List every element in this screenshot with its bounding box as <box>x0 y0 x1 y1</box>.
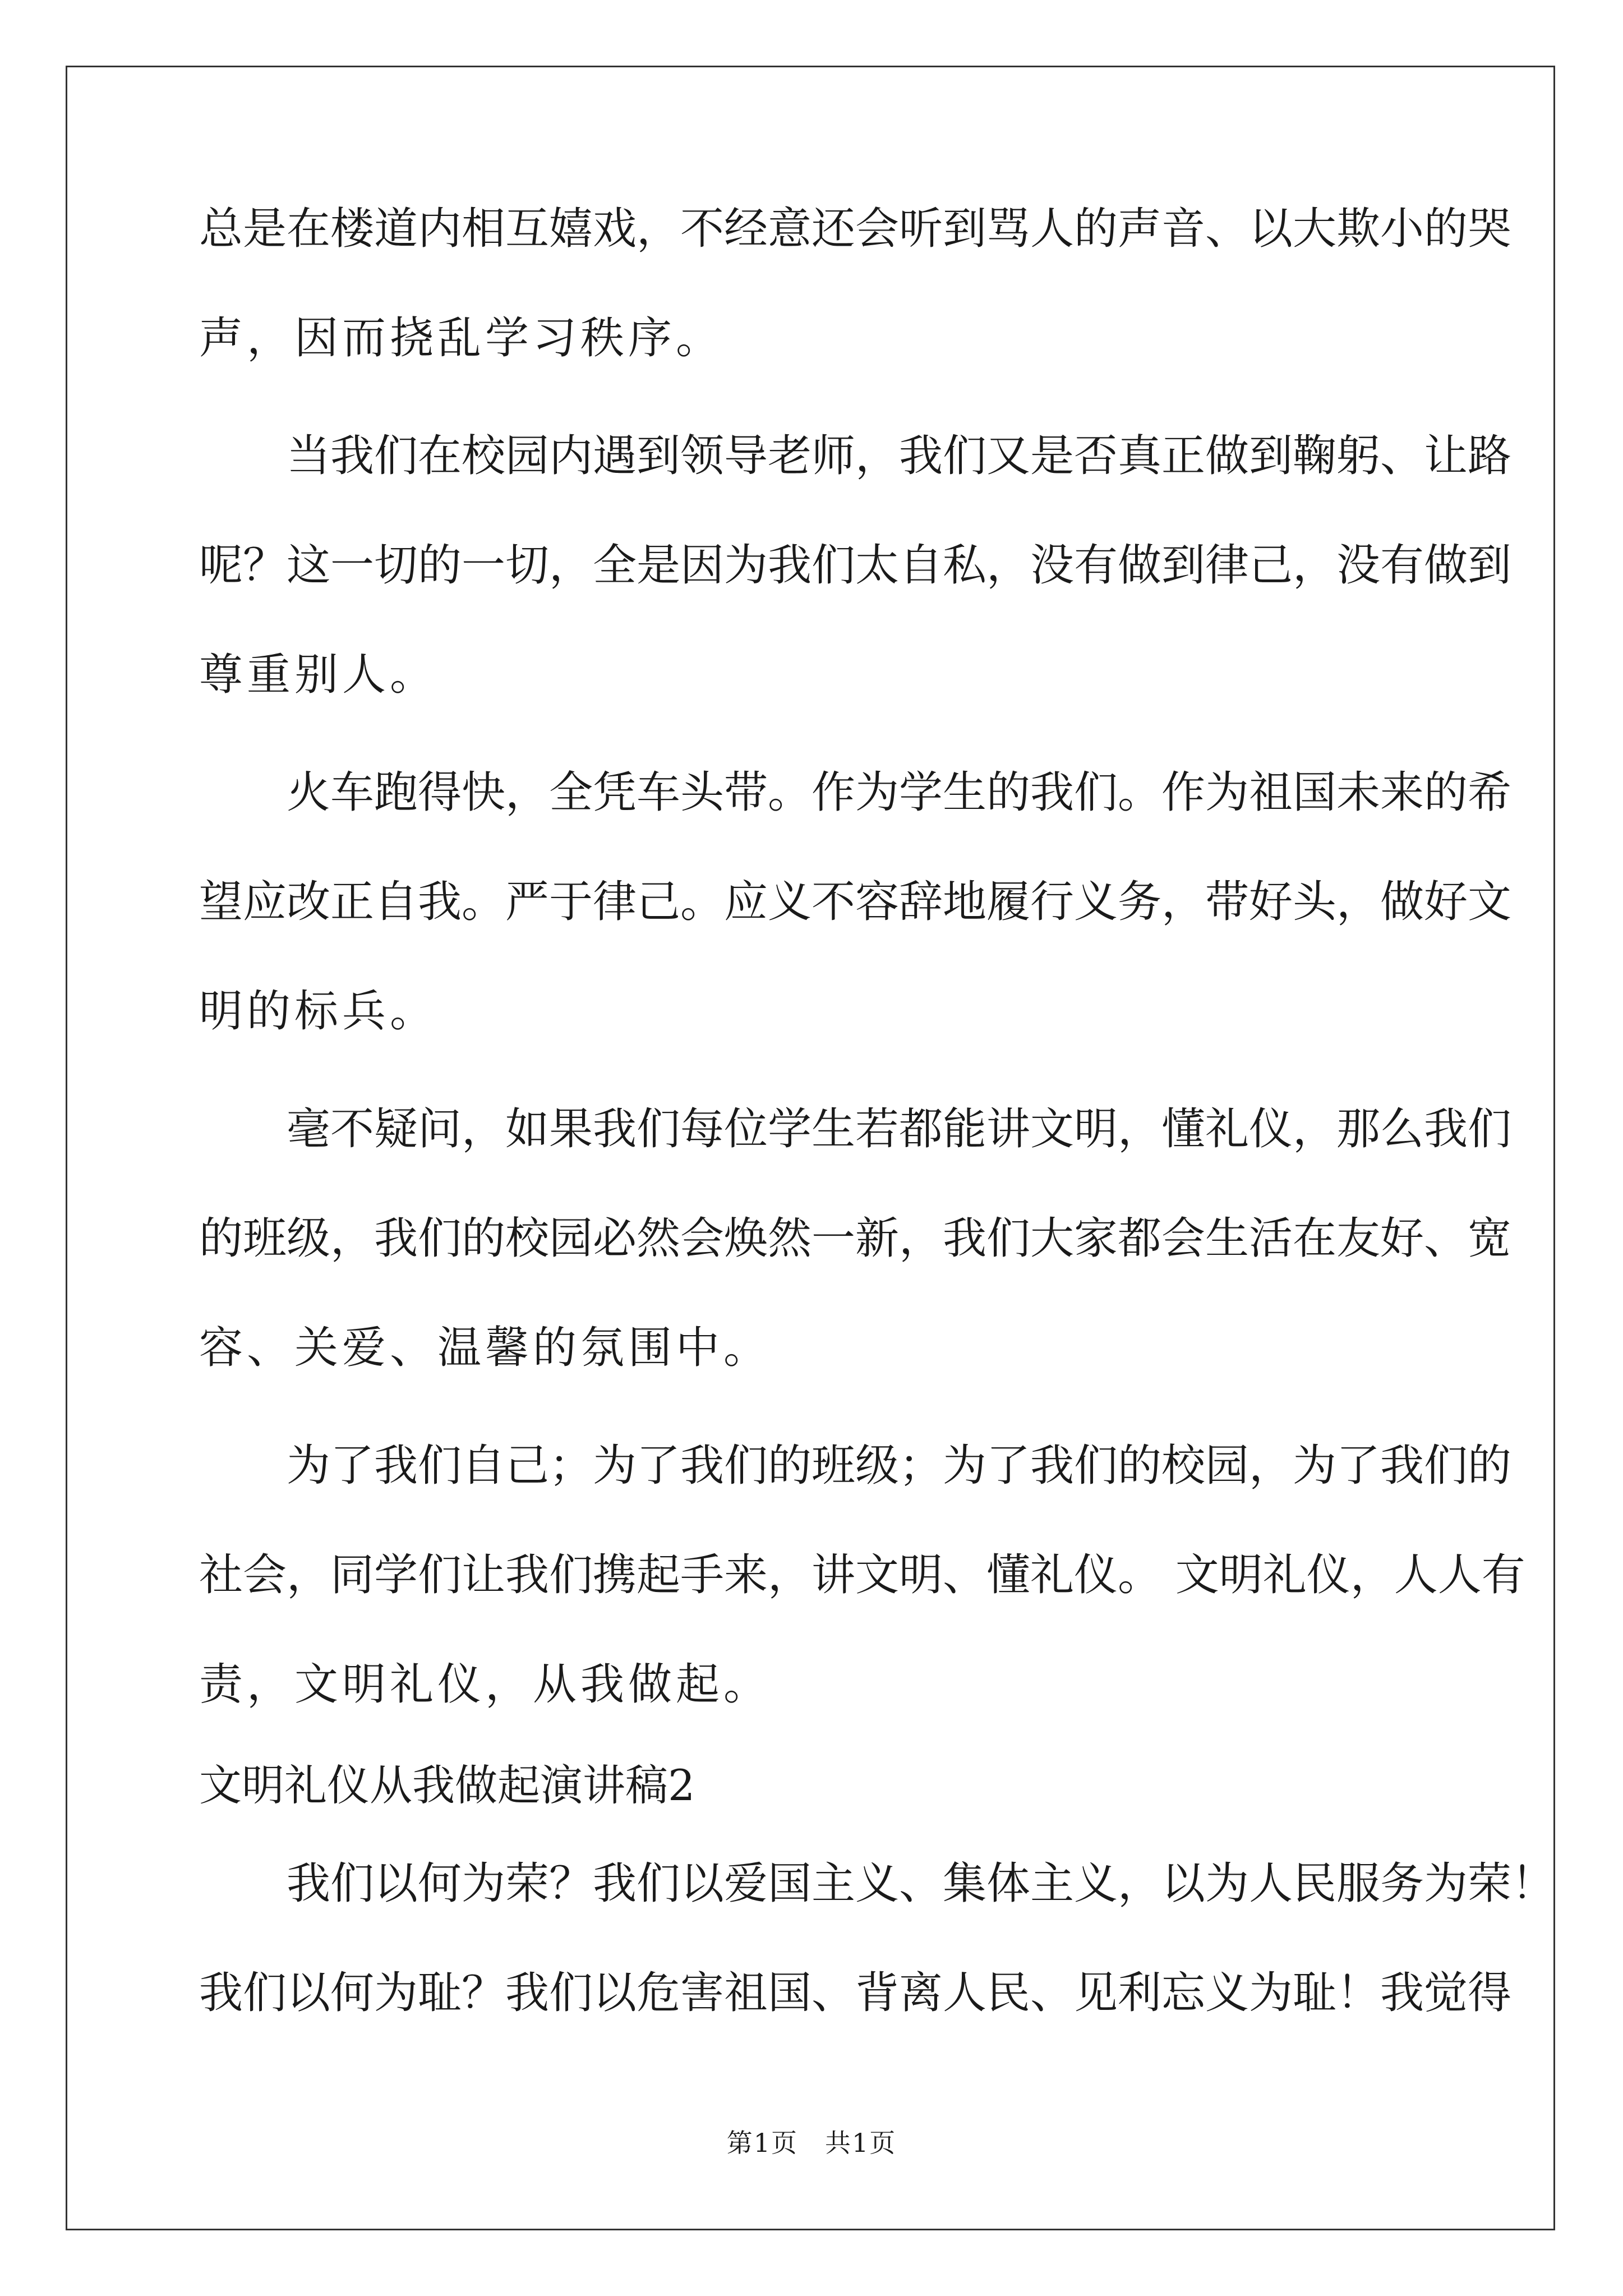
text-line: 火车跑得快，全凭车头带。作为学生的我们。作为祖国未来的希 <box>199 767 1512 818</box>
text-line: 责，文明礼仪，从我做起。 <box>199 1659 772 1710</box>
text-line: 声，因而挠乱学习秩序。 <box>199 313 724 364</box>
text-line: 总是在楼道内相互嬉戏，不经意还会听到骂人的声音、以大欺小的哭 <box>199 204 1512 254</box>
text-line: 容、关爱、温馨的氛围中。 <box>199 1323 772 1373</box>
section-heading: 文明礼仪从我做起演讲稿2 <box>199 1760 695 1810</box>
text-line: 的班级，我们的校园必然会焕然一新，我们大家都会生活在友好、宽 <box>199 1213 1512 1264</box>
text-line: 尊重别人。 <box>199 650 438 700</box>
text-line: 社会，同学们让我们携起手来，讲文明、懂礼仪。 文明礼仪，人人有 <box>199 1550 1525 1600</box>
text-line: 毫不疑问，如果我们每位学生若都能讲文明，懂礼仪，那么我们 <box>199 1104 1512 1154</box>
text-line: 呢？这一切的一切，全是因为我们太自私，没有做到律己，没有做到 <box>199 540 1512 591</box>
text-line: 明的标兵。 <box>199 986 438 1037</box>
text-line: 望应改正自我。严于律己。应义不容辞地履行义务，带好头，做好文 <box>199 877 1512 927</box>
text-line: 当我们在校园内遇到领导老师，我们又是否真正做到鞠躬、让路 <box>199 431 1512 481</box>
text-line: 为了我们自己；为了我们的班级；为了我们的校园，为了我们的 <box>199 1441 1512 1491</box>
text-line: 我们以何为荣？我们以爱国主义、集体主义，以为人民服务为荣！ <box>199 1858 1556 1909</box>
page-number-footer: 第1页 共1页 <box>726 2128 897 2158</box>
text-line: 我们以何为耻？我们以危害祖国、背离人民、见利忘义为耻！我觉得 <box>199 1968 1512 2018</box>
